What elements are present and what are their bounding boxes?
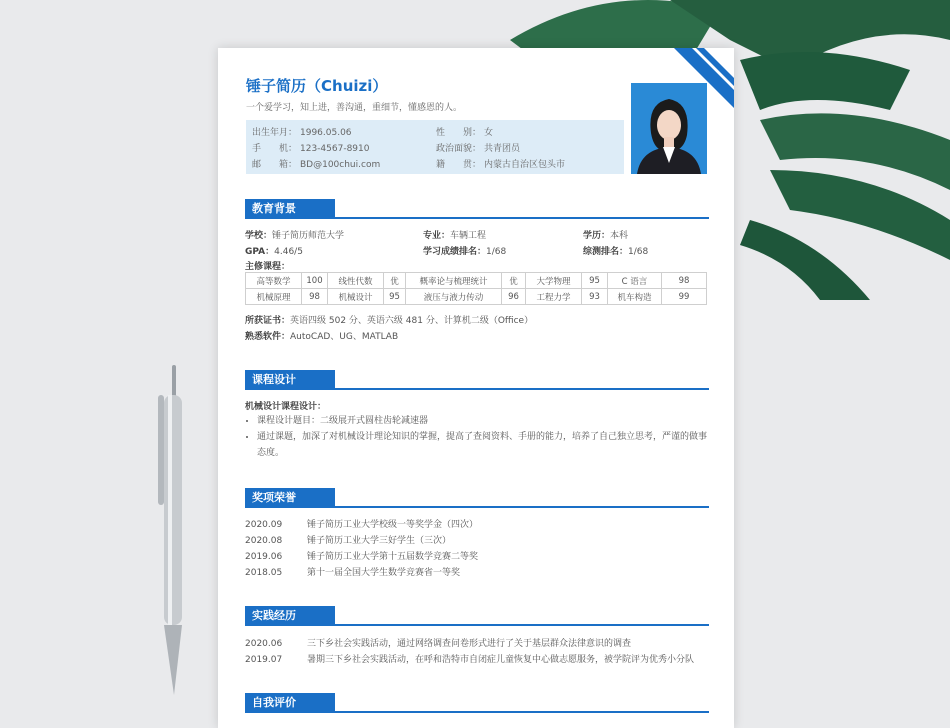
info-politics: 政治面貌： 共青团员 — [436, 144, 521, 154]
list-item: • 通过课题，加深了对机械设计理论知识的掌握，提高了查阅资料、手册的能力，培养了自己独立思考，严谨的做事态度。 — [257, 429, 707, 461]
list-item: 2018.05 第十一届全国大学生数学竞赛省一等奖 — [245, 568, 461, 578]
course-design-list — [245, 413, 707, 461]
person-silhouette-icon — [631, 83, 707, 174]
section-awards — [245, 488, 709, 508]
edu-major: 专业：车辆工程 — [423, 231, 487, 241]
course-design-subtitle: 机械设计课程设计： — [245, 402, 327, 412]
list-item: 2020.08 锤子简历工业大学三好学生（三次） — [245, 536, 452, 546]
section-self-evaluation — [245, 693, 709, 713]
resume-name: 锤子简历（Chuizi） — [246, 77, 388, 95]
table-row: 高等数学 100 线性代数 优 概率论与梳理统计 优 大学物理 95 C 语言 98 — [246, 273, 707, 289]
edu-software: 熟悉软件：AutoCAD、UG、MATLAB — [245, 332, 399, 342]
resume-motto: 一个爱学习，知上进，善沟通，重细节，懂感恩的人。 — [246, 103, 463, 113]
edu-gpa: GPA：4.46/5 — [245, 247, 303, 257]
edu-certificates: 所获证书：英语四级 502 分、英语六级 481 分、计算机二级（Office） — [245, 316, 534, 326]
list-item: • 课程设计题目：二级展开式圆柱齿轮减速器 — [257, 413, 707, 429]
list-item: 2019.07 暑期三下乡社会实践活动，在呼和浩特市自闭症儿童恢复中心做志愿服务，被学院评为优秀小分队 — [245, 655, 695, 665]
section-practice — [245, 606, 709, 626]
edu-total-rank: 综测排名：1/68 — [583, 247, 649, 257]
info-hometown: 籍 贯： 内蒙古自治区包头市 — [436, 160, 566, 170]
profile-photo — [631, 83, 707, 174]
info-email: 邮 箱： BD@100chui.com — [252, 160, 381, 170]
list-item: 2020.09 锤子简历工业大学校级一等奖学金（四次） — [245, 520, 479, 530]
pen-decoration — [150, 365, 190, 705]
section-title: 教育背景 — [245, 199, 335, 219]
edu-school: 学校：锤子简历师范大学 — [245, 231, 345, 241]
info-gender: 性 别： 女 — [436, 128, 494, 138]
section-title: 自我评价 — [245, 693, 335, 713]
section-education — [245, 199, 709, 219]
section-title: 课程设计 — [245, 370, 335, 390]
courses-table — [245, 272, 707, 305]
table-row: 机械原理 98 机械设计 95 液压与液力传动 96 工程力学 93 机车构造 99 — [246, 289, 707, 305]
section-title: 奖项荣誉 — [245, 488, 335, 508]
section-title: 实践经历 — [245, 606, 335, 626]
list-item: 2020.06 三下乡社会实践活动，通过网络调查问卷形式进行了关于基层群众法律意识的调查 — [245, 639, 632, 649]
personal-info-box — [246, 120, 624, 174]
edu-rank: 学习成绩排名：1/68 — [423, 247, 507, 257]
resume-paper — [218, 48, 734, 728]
section-course-design — [245, 370, 709, 390]
edu-courses-label: 主修课程： — [245, 262, 291, 272]
info-phone: 手 机： 123-4567-8910 — [252, 144, 370, 154]
list-item: 2019.06 锤子简历工业大学第十五届数学竞赛二等奖 — [245, 552, 479, 562]
edu-degree: 学历：本科 — [583, 231, 629, 241]
info-birth: 出生年月： 1996.05.06 — [252, 128, 352, 138]
